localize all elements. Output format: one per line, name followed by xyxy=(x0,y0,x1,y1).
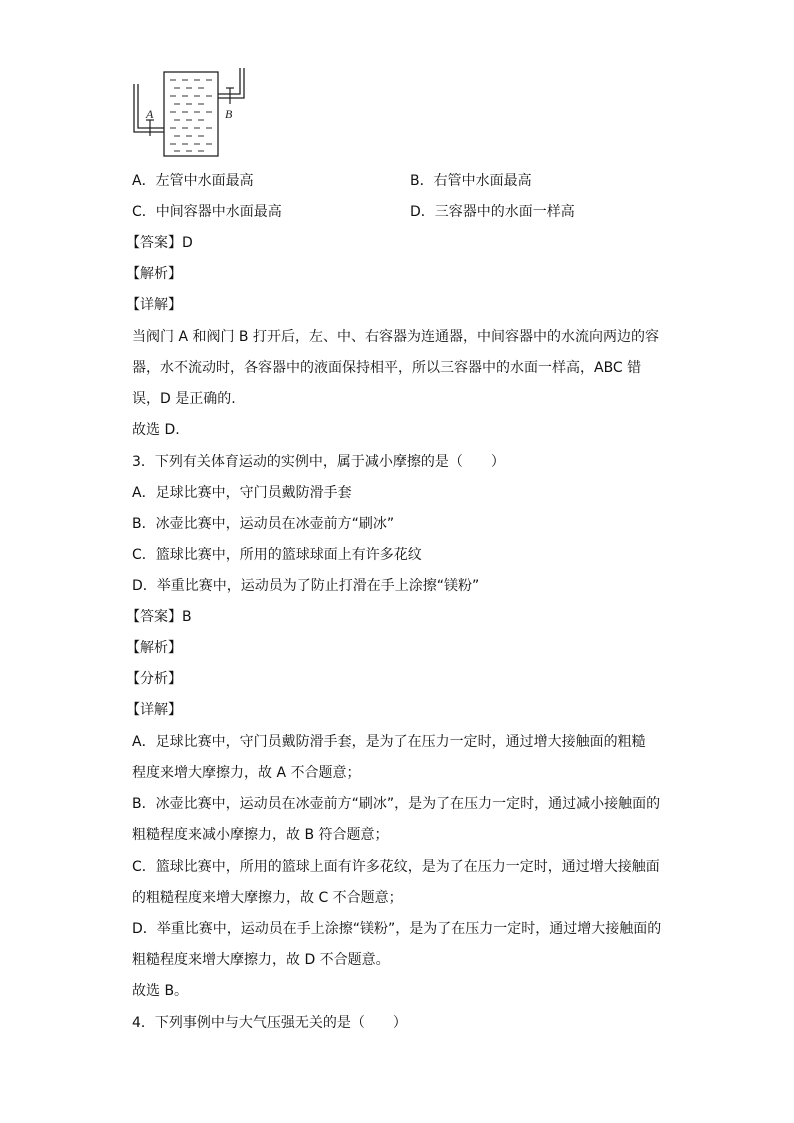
q3-detail-line: 粗糙程度来增大摩擦力，故 D 不合题意。 xyxy=(132,952,390,968)
q3-detail-line: 粗糙程度来减小摩擦力，故 B 符合题意； xyxy=(132,827,389,843)
q3-detail-line: 程度来增大摩擦力，故 A 不合题意； xyxy=(132,765,361,781)
q2-option-d: D．三容器中的水面一样高 xyxy=(410,204,575,220)
q3-conclusion: 故选 B。 xyxy=(132,983,189,999)
q2-option-c: C．中间容器中水面最高 xyxy=(132,204,282,220)
q3-option-a: A．足球比赛中，守门员戴防滑手套 xyxy=(132,485,352,501)
q3-option-d: D．举重比赛中，运动员为了防止打滑在手上涂擦“镁粉” xyxy=(132,578,480,594)
q3-detail-line: B．冰壶比赛中，运动员在冰壶前方“刷冰”，是为了在压力一定时，通过减小接触面的 xyxy=(132,796,661,812)
q4-stem: 4．下列事例中与大气压强无关的是（ ） xyxy=(132,1015,407,1031)
connected-vessels-figure xyxy=(128,66,252,160)
q3-detail-line: 的粗糙程度来增大摩擦力，故 C 不合题意； xyxy=(132,890,403,906)
q3-detail-line: A．足球比赛中，守门员戴防滑手套，是为了在压力一定时，通过增大接触面的粗糙 xyxy=(132,734,646,750)
q2-analysis-heading: 【解析】 xyxy=(126,266,182,282)
valve-a-label: A xyxy=(146,107,154,121)
valve-b-label: B xyxy=(225,107,233,121)
q3-analysis-heading: 【解析】 xyxy=(126,640,182,656)
q2-detail-line: 器，水不流动时，各容器中的液面保持相平，所以三容器中的水面一样高，ABC 错 xyxy=(132,360,642,376)
q2-option-b: B．右管中水面最高 xyxy=(410,173,532,189)
q2-answer: 【答案】D xyxy=(126,235,193,251)
q3-detail-line: D．举重比赛中，运动员在手上涂擦“镁粉”，是为了在压力一定时，通过增大接触面的 xyxy=(132,921,662,937)
q3-answer: 【答案】B xyxy=(126,609,192,625)
q3-fenxi-heading: 【分析】 xyxy=(126,671,182,687)
q3-option-c: C．篮球比赛中，所用的篮球球面上有许多花纹 xyxy=(132,547,422,563)
q2-detail-line: 当阀门 A 和阀门 B 打开后，左、中、右容器为连通器，中间容器中的水流向两边的容 xyxy=(132,329,659,345)
q3-stem: 3．下列有关体育运动的实例中，属于减小摩擦的是（ ） xyxy=(132,454,505,470)
q3-detail-line: C．篮球比赛中，所用的篮球上面有许多花纹，是为了在压力一定时，通过增大接触面 xyxy=(132,859,660,875)
q2-conclusion: 故选 D. xyxy=(132,422,180,438)
q2-option-a: A．左管中水面最高 xyxy=(132,173,254,189)
q2-detail-heading: 【详解】 xyxy=(126,297,182,313)
q2-detail-line: 误，D 是正确的. xyxy=(132,391,236,407)
q3-option-b: B．冰壶比赛中，运动员在冰壶前方“刷冰” xyxy=(132,516,395,532)
q3-detail-heading: 【详解】 xyxy=(126,702,182,718)
